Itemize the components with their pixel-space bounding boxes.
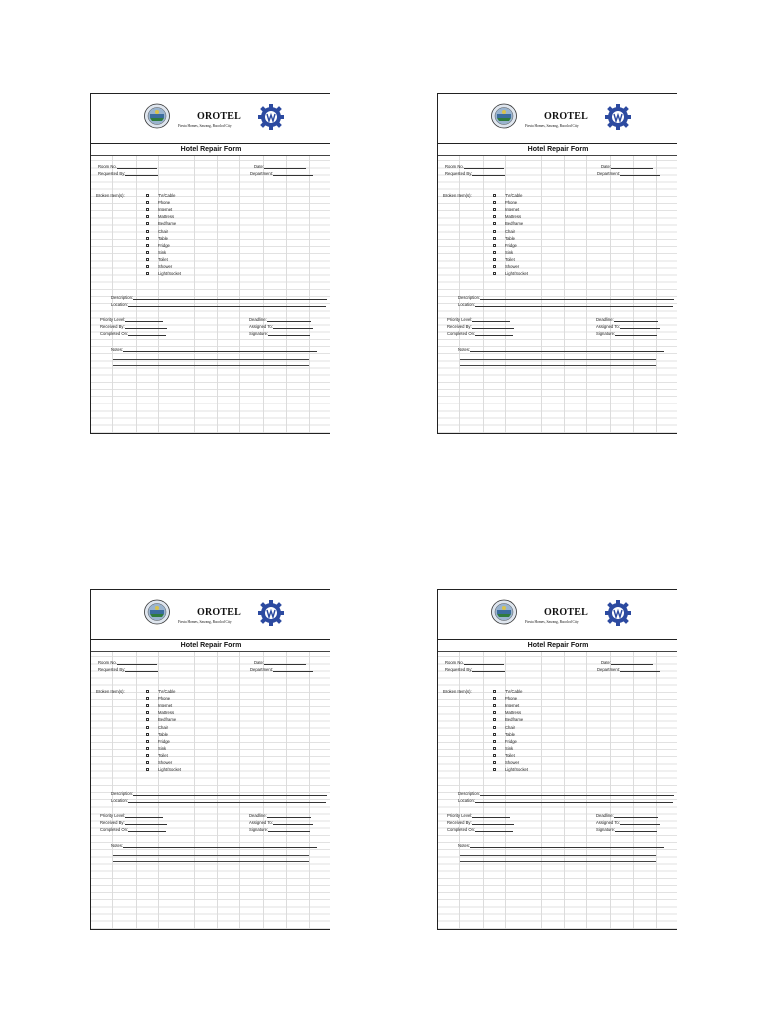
priority-level-field[interactable]: Priority Level: [447,813,510,818]
form-title: Hotel Repair Form [438,144,677,156]
item-checkbox[interactable] [493,718,496,721]
received-by-field[interactable]: Received By: [447,820,514,825]
assigned-to-field[interactable]: Assigned To: [596,324,660,329]
completed-on-field[interactable]: Completed On: [100,331,166,336]
notes-line[interactable] [460,359,656,360]
item-label: Chair [158,724,169,730]
item-label: Fridge [158,242,170,248]
item-label: Mattress [158,214,175,220]
item-label: Light/Socket [158,271,182,277]
location-field[interactable]: Location: [458,798,673,803]
department-field[interactable]: Department: [250,171,313,176]
requested-by-field[interactable]: Requested By: [98,667,158,672]
item-checkbox[interactable] [493,761,496,764]
item-checkbox[interactable] [146,222,149,225]
item-checkbox[interactable] [493,237,496,240]
priority-level-field[interactable]: Priority Level: [100,317,163,322]
item-checkbox[interactable] [146,726,149,729]
school-seal-icon [491,103,517,129]
item-checkbox[interactable] [493,251,496,254]
brand-name: OROTEL [544,607,588,618]
item-checkbox[interactable] [493,733,496,736]
priority-level-field[interactable]: Priority Level: [100,813,163,818]
item-label: Phone [158,200,171,206]
date-field[interactable]: Date: [254,164,306,169]
description-field[interactable]: Description: [111,791,327,796]
brand-name: OROTEL [544,111,588,122]
completed-on-field[interactable]: Completed On: [447,331,513,336]
item-label: Mattress [158,710,175,716]
notes-field[interactable]: Notes: [111,347,317,352]
brand-address: Fiesta Homes, Sawang, Bacolod City [525,620,579,624]
received-by-field[interactable]: Received By: [100,820,167,825]
brand-address: Fiesta Homes, Sawang, Bacolod City [525,124,579,128]
item-label: Table [158,235,169,241]
school-seal-icon [144,103,170,129]
item-label: Light/Socket [158,767,182,773]
item-label: Toilet [158,752,168,758]
item-label: Chair [505,228,516,234]
department-field[interactable]: Department: [250,667,313,672]
item-label: Fridge [505,738,517,744]
notes-line[interactable] [113,861,309,862]
item-label: Toilet [158,256,168,262]
item-checkbox[interactable] [146,761,149,764]
item-checkbox[interactable] [493,690,496,693]
signature-field[interactable]: Signature: [596,827,657,832]
repair-form-3 [90,589,330,930]
item-label: Sink [505,745,514,751]
location-field[interactable]: Location: [111,798,326,803]
item-checkbox[interactable] [493,768,496,771]
item-label: Internet [158,207,173,213]
item-checkbox[interactable] [146,754,149,757]
item-checkbox[interactable] [146,251,149,254]
brand-address: Fiesta Homes, Sawang, Bacolod City [178,124,232,128]
completed-on-field[interactable]: Completed On: [447,827,513,832]
notes-field[interactable]: Notes: [111,843,317,848]
item-label: Shower [505,760,520,765]
requested-by-field[interactable]: Requested By: [445,667,505,672]
school-seal-icon [491,599,517,625]
room-no-field[interactable]: Room No. [445,660,504,665]
item-label: Table [505,235,516,241]
item-label: Table [158,731,169,737]
date-field[interactable]: Date: [601,164,653,169]
broken-items-label: Broken Item(s): [443,193,472,198]
item-checkbox[interactable] [146,690,149,693]
brand-name: OROTEL [197,607,241,618]
item-checkbox[interactable] [493,244,496,247]
repair-form-2 [437,93,677,434]
brand-name: OROTEL [197,111,241,122]
item-label: Shower [158,264,173,269]
item-label: Sink [505,249,514,255]
item-checkbox[interactable] [146,697,149,700]
item-checkbox[interactable] [493,272,496,275]
item-checkbox[interactable] [493,704,496,707]
broken-items-label: Broken Item(s): [96,689,125,694]
item-label: Phone [505,696,518,702]
notes-line[interactable] [460,855,656,856]
item-checkbox[interactable] [146,711,149,714]
item-label: Table [505,731,516,737]
item-label: TV/Cable [505,689,523,694]
requested-by-field[interactable]: Requested By: [445,171,505,176]
item-label: Shower [158,760,173,765]
department-field[interactable]: Department: [597,171,660,176]
item-label: TV/Cable [158,689,176,694]
signature-field[interactable]: Signature: [249,331,310,336]
item-checkbox[interactable] [146,768,149,771]
item-checkbox[interactable] [493,215,496,218]
item-checkbox[interactable] [146,733,149,736]
description-field[interactable]: Description: [111,295,327,300]
requested-by-field[interactable]: Requested By: [98,171,158,176]
deadline-field[interactable]: Deadline: [249,317,311,322]
item-label: Internet [505,207,520,213]
item-label: TV/Cable [158,193,176,198]
item-label: Internet [158,703,173,709]
room-no-field[interactable]: Room No. [98,164,157,169]
item-checkbox[interactable] [146,244,149,247]
notes-field[interactable]: Notes: [458,347,664,352]
notes-line[interactable] [460,365,656,366]
item-checkbox[interactable] [146,215,149,218]
item-label: Chair [158,228,169,234]
repair-form-1 [90,93,330,434]
item-label: Phone [505,200,518,206]
item-checkbox[interactable] [146,272,149,275]
deadline-field[interactable]: Deadline: [596,317,658,322]
assigned-to-field[interactable]: Assigned To: [249,820,313,825]
item-label: Sink [158,249,167,255]
item-checkbox[interactable] [146,230,149,233]
deadline-field[interactable]: Deadline: [596,813,658,818]
item-label: Sink [158,745,167,751]
item-label: Phone [158,696,171,702]
item-checkbox[interactable] [493,697,496,700]
item-checkbox[interactable] [146,194,149,197]
brand-address: Fiesta Homes, Sawang, Bacolod City [178,620,232,624]
item-label: Shower [505,264,520,269]
item-label: Fridge [158,738,170,744]
item-label: Fridge [505,242,517,248]
item-label: Chair [505,724,516,730]
item-checkbox[interactable] [493,258,496,261]
item-checkbox[interactable] [493,754,496,757]
notes-line[interactable] [460,861,656,862]
signature-field[interactable]: Signature: [596,331,657,336]
gear-logo-icon [257,599,285,627]
item-checkbox[interactable] [146,201,149,204]
gear-logo-icon [257,103,285,131]
location-field[interactable]: Location: [458,302,673,307]
item-checkbox[interactable] [146,704,149,707]
item-label: Bedframe [505,221,524,227]
form-header [91,94,330,144]
received-by-field[interactable]: Received By: [100,324,167,329]
date-field[interactable]: Date: [601,660,653,665]
gear-logo-icon [604,103,632,131]
item-checkbox[interactable] [146,265,149,268]
item-checkbox[interactable] [146,208,149,211]
item-label: Bedframe [158,221,177,227]
item-checkbox[interactable] [493,726,496,729]
item-label: Internet [505,703,520,709]
item-checkbox[interactable] [493,711,496,714]
form-header [91,590,330,640]
item-checkbox[interactable] [146,258,149,261]
date-field[interactable]: Date: [254,660,306,665]
notes-line[interactable] [113,855,309,856]
item-label: Mattress [505,214,522,220]
item-label: Toilet [505,752,515,758]
notes-line[interactable] [113,359,309,360]
description-field[interactable]: Description: [458,791,674,796]
item-checkbox[interactable] [146,740,149,743]
signature-field[interactable]: Signature: [249,827,310,832]
item-checkbox[interactable] [493,740,496,743]
assigned-to-field[interactable]: Assigned To: [249,324,313,329]
assigned-to-field[interactable]: Assigned To: [596,820,660,825]
room-no-field[interactable]: Room No. [98,660,157,665]
item-checkbox[interactable] [493,222,496,225]
notes-line[interactable] [113,365,309,366]
notes-field[interactable]: Notes: [458,843,664,848]
gear-logo-icon [604,599,632,627]
deadline-field[interactable]: Deadline: [249,813,311,818]
priority-level-field[interactable]: Priority Level: [447,317,510,322]
form-title: Hotel Repair Form [438,640,677,652]
item-label: TV/Cable [505,193,523,198]
room-no-field[interactable]: Room No. [445,164,504,169]
item-checkbox[interactable] [146,718,149,721]
completed-on-field[interactable]: Completed On: [100,827,166,832]
item-checkbox[interactable] [493,265,496,268]
item-checkbox[interactable] [146,237,149,240]
item-checkbox[interactable] [493,194,496,197]
broken-items-label: Broken Item(s): [96,193,125,198]
form-title: Hotel Repair Form [91,144,330,156]
item-checkbox[interactable] [493,208,496,211]
location-field[interactable]: Location: [111,302,326,307]
item-checkbox[interactable] [493,201,496,204]
item-label: Toilet [505,256,515,262]
item-label: Mattress [505,710,522,716]
description-field[interactable]: Description: [458,295,674,300]
form-header [438,590,677,640]
item-label: Light/Socket [505,767,529,773]
received-by-field[interactable]: Received By: [447,324,514,329]
repair-form-4 [437,589,677,930]
form-title: Hotel Repair Form [91,640,330,652]
item-checkbox[interactable] [146,747,149,750]
item-label: Bedframe [158,717,177,723]
item-checkbox[interactable] [493,230,496,233]
broken-items-label: Broken Item(s): [443,689,472,694]
item-checkbox[interactable] [493,747,496,750]
school-seal-icon [144,599,170,625]
item-label: Bedframe [505,717,524,723]
form-header [438,94,677,144]
department-field[interactable]: Department: [597,667,660,672]
item-label: Light/Socket [505,271,529,277]
